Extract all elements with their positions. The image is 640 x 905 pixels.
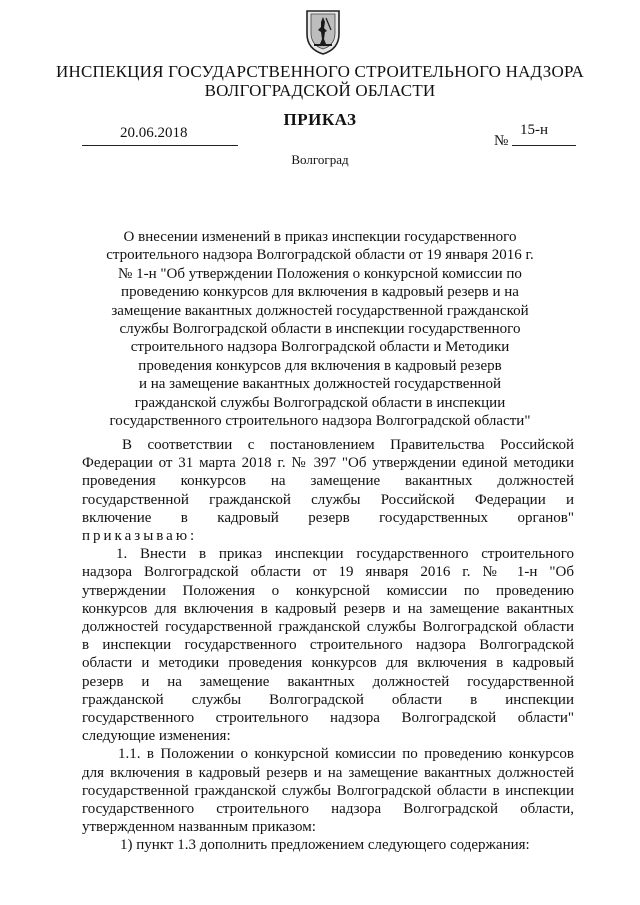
body-line: следующие изменения: bbox=[82, 728, 231, 745]
body-line: включение в кадровый резерв государственных органов" bbox=[82, 509, 574, 526]
body-line: должностей государственной гражданской службы Волгоградской области bbox=[82, 619, 574, 636]
body-line: 1.1. в Положении о конкурсной комиссии по проведению конкурсов bbox=[118, 746, 574, 763]
volgograd-coat-of-arms-icon bbox=[304, 8, 342, 56]
subject-line: проведения конкурсов для включения в кадровый резерв bbox=[138, 357, 502, 374]
body-line: конкурсов для включения в кадровый резерв и на замещение вакантных bbox=[82, 600, 574, 617]
order-body bbox=[82, 436, 574, 855]
body-line: государственного строительного надзора Волгоградской области, bbox=[82, 801, 574, 818]
subject-line: проведению конкурсов для включения в кадровый резерв и на bbox=[121, 284, 519, 301]
body-line: для включения в кадровый резерв и на замещение вакантных должностей bbox=[82, 764, 574, 781]
subject-line: и на замещение вакантных должностей государственной bbox=[138, 376, 502, 393]
number-sign: № bbox=[494, 133, 509, 149]
body-line: государственной гражданской службы Волгоградской области в инспекции bbox=[82, 782, 574, 799]
date-underline bbox=[82, 145, 238, 146]
body-line: 1. Внести в приказ инспекции государственного строительного bbox=[116, 546, 574, 563]
subject-line: строительного надзора Волгоградской области от 19 января 2016 г. bbox=[106, 247, 534, 264]
body-line: проведения конкурсов на замещение вакантных должностей bbox=[82, 473, 574, 490]
organization-name-line2: ВОЛГОГРАДСКОЙ ОБЛАСТИ bbox=[204, 81, 436, 100]
organization-name-line1: ИНСПЕКЦИЯ ГОСУДАРСТВЕННОГО СТРОИТЕЛЬНОГО НАДЗОРА bbox=[56, 62, 584, 81]
body-line: утвержденном названным приказом: bbox=[82, 819, 316, 836]
body-line: В соответствии с постановлением Правительства Российской bbox=[122, 437, 574, 453]
body-line: государственного строительного надзора Волгоградской области" bbox=[82, 710, 574, 727]
subject-line: государственного строительного надзора Волгоградской области" bbox=[109, 413, 531, 430]
document-title: ПРИКАЗ bbox=[283, 110, 357, 129]
order-subject bbox=[90, 228, 550, 430]
body-line: гражданской службы Волгоградской области в инспекции bbox=[82, 691, 574, 708]
body-line: государственной гражданской службы Российской Федерации и bbox=[82, 491, 574, 508]
body-line: резерв и на замещение вакантных должностей государственной bbox=[82, 673, 574, 690]
subject-line: О внесении изменений в приказ инспекции государственного bbox=[123, 229, 517, 245]
number-underline bbox=[512, 145, 576, 146]
body-line: 1) пункт 1.3 дополнить предложением следующего содержания: bbox=[120, 837, 530, 854]
body-line: в инспекции государственного строительного надзора Волгоградской bbox=[82, 637, 574, 654]
subject-line: строительного надзора Волгоградской области и Методики bbox=[130, 339, 510, 356]
subject-line: службы Волгоградской области в инспекции государственного bbox=[119, 321, 521, 338]
body-line: Федерации от 31 марта 2018 г. № 397 "Об утверждении единой методики bbox=[82, 455, 574, 472]
body-line: надзора Волгоградской области от 19 января 2016 г. № 1-н "Об bbox=[82, 564, 574, 581]
subject-line: гражданской службы Волгоградской области в инспекции bbox=[134, 394, 506, 411]
document-number: 15-н bbox=[520, 122, 549, 138]
body-line: области и методики проведения конкурсов для включения в кадровый bbox=[82, 655, 574, 672]
body-line: утверждении Положения о конкурсной комиссии по проведению bbox=[82, 582, 574, 599]
city-name: Волгоград bbox=[291, 152, 349, 167]
subject-line: замещение вакантных должностей государственной гражданской bbox=[111, 302, 529, 319]
subject-line: № 1-н "Об утверждении Положения о конкурсной комиссии по bbox=[118, 265, 522, 282]
document-date: 20.06.2018 bbox=[120, 125, 188, 141]
order-directive: приказываю: bbox=[82, 528, 198, 545]
